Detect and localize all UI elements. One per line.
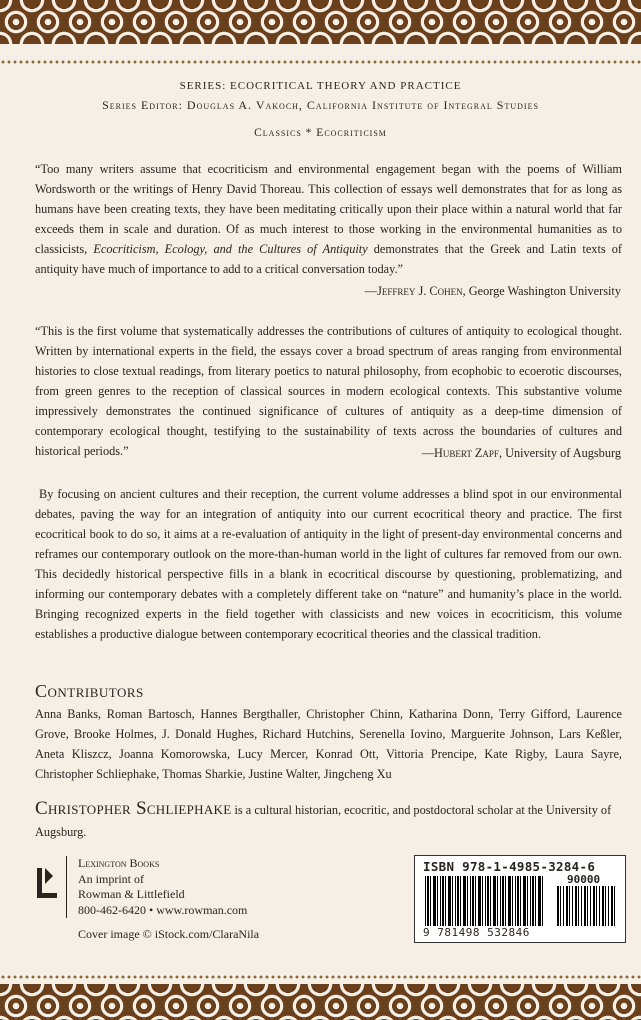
publisher-name: Lexington Books [78, 856, 160, 870]
ean-digits: 9 781498 532846 [423, 926, 530, 939]
addon-barcode-bars [557, 886, 617, 926]
author-bio: Christopher Schliephake is a cultural historian, ecocritic, and postdoctoral scholar at the University of Augsburg. [35, 798, 612, 839]
top-dotted-rule [0, 59, 641, 65]
price-code: 90000 [567, 873, 601, 886]
blurb-zapf: “This is the first volume that systematically addresses the contributions of cultures of antiquity to ecological thought. Written by international experts in the field, the essays cover a broad spectrum of areas ranging from environmental histories to close textual readings, from literary poetics to natural philosophy, from ecophobic to ecoerotic discourses, from green genres to the reception of classical sources in modern ecological contexts. This substantive volume impressively demonstrates the continued significance of cultures of antiquity as a deep-time dimension of contemporary ecological thought, testifying to the sustainability of texts across the boundaries of cultures and historical periods.” [35, 324, 622, 458]
blurb-cohen-attribution: —Jeffrey J. Cohen, George Washington University [364, 284, 621, 298]
publisher-info [78, 856, 247, 918]
publisher-logo-icon [35, 862, 61, 902]
publisher-divider [66, 856, 67, 918]
series-editor: Series Editor: Douglas A. Vakoch, California Institute of Integral Studies [102, 98, 539, 112]
blurb-zapf-attribution: —Hubert Zapf, University of Augsburg [421, 446, 621, 460]
cover-image-credit: Cover image © iStock.com/ClaraNila [78, 927, 260, 941]
publisher-parent: Rowman & Littlefield [78, 887, 185, 901]
ean-barcode-bars [425, 876, 545, 926]
series-title: SERIES: ECOCRITICAL THEORY AND PRACTICE [179, 80, 462, 92]
contributors-heading: Contributors [35, 681, 144, 701]
isbn-number: ISBN 978-1-4985-3284-6 [423, 859, 596, 874]
book-title: Ecocriticism, Ecology, and the Cultures of Antiquity [93, 242, 368, 256]
contributors-list: Anna Banks, Roman Bartosch, Hannes Bergthaller, Christopher Chinn, Katharina Donn, Terry Gifford, Laurence Grove, Brooke Holmes, J. Donald Hughes, Richard Hutchins, Serenella Iovino, Marguerite Johnson, Lars Keßler, Aneta Kliszcz, Joanna Komorowska, Lucy Mercer, Konrad Ott, Vittoria Prencipe, Kate Rigby, Laura Sayre, Christopher Schliephake, Thomas Sharkie, Justine Walter, Jingcheng Xu [35, 707, 622, 781]
publisher-imprint-line: An imprint of [78, 871, 144, 886]
bottom-pattern-band [0, 984, 641, 1020]
blurb-cohen: “Too many writers assume that ecocriticism and environmental engagement began with the poems of William Wordsworth or the writings of Henry David Thoreau. This collection of essays well demonstrates that for as long as humans have been creating texts, they have been meditating critically upon their place within a natural world that far exceeds them in scale and duration. Of as much interest to those working in the environmental humanities as to classicists, Ecocriticism, Ecology, and the Cultures of Antiquity demonstrates that the Greek and Latin texts of antiquity have much of importance to add to a critical conversation today.” [35, 162, 622, 276]
publisher-contact: 800-462-6420 • www.rowman.com [78, 902, 248, 917]
author-name: Christopher Schliephake [35, 798, 232, 819]
subject-categories: Classics * Ecocriticism [254, 127, 387, 139]
top-pattern-band [0, 0, 641, 44]
book-description: By focusing on ancient cultures and their reception, the current volume addresses a blind spot in our environmental debates, paving the way for an integration of antiquity into our current ecocritical theory and practice. The first ecocritical book to do so, it aims at a re-evaluation of antiquity in the light of present-day environmental concerns and reframes our contemporary outlook on the more-than-human world in the light of cultures far removed from our own. This decidedly historical perspective fills in a blank in ecocritical discourse by questioning, problematizing, and informing our contemporary debates with a completely different take on “nature” and humanity’s place in the world. Bringing recognized experts in the field together with classicists and new voices in ecocriticism, this volume establishes a productive dialogue between contemporary ecocritical theories and the classical tradition. [35, 487, 622, 641]
bottom-dotted-rule [0, 974, 641, 980]
isbn-barcode [414, 855, 626, 943]
